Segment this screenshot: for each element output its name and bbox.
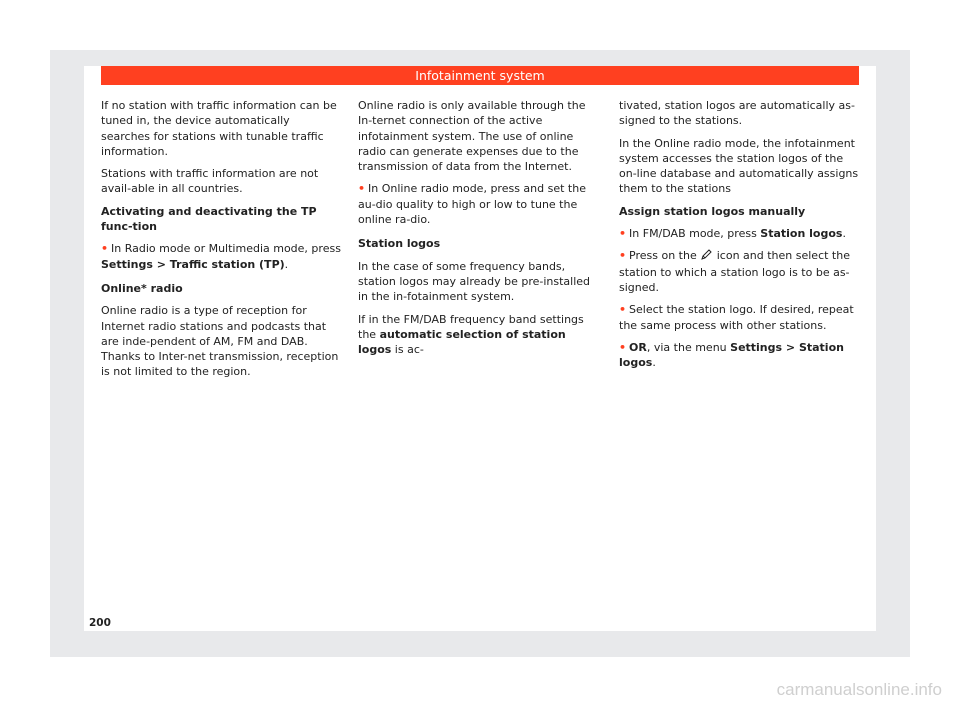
bullet-text: icon and then select the station to which a station logo is to be as-signed. (619, 249, 850, 294)
setting-name: automatic selection of station logos (358, 327, 566, 357)
bullet-icon: • (358, 182, 366, 196)
bullet-icon: • (619, 303, 627, 317)
section-title: Infotainment system (415, 68, 545, 83)
heading-online-radio: Online* radio (101, 281, 183, 295)
column-2 (358, 98, 601, 364)
paragraph: In the case of some frequency bands, station logos may already be pre-installed in the in-fotainment system. (358, 259, 591, 304)
bullet-icon: • (619, 249, 627, 263)
or-keyword: OR (629, 340, 647, 354)
punctuation: . (652, 356, 656, 370)
bullet-text: In Radio mode or Multimedia mode, press (111, 242, 341, 256)
menu-item-name: Station logos (760, 227, 843, 241)
bullet-text: Select the station logo. If desired, repeat the same process with other stations. (619, 303, 854, 332)
column-1 (101, 98, 342, 387)
menu-path: Settings > Station logos (619, 340, 844, 370)
paragraph: tivated, station logos are automatically as-signed to the stations. (619, 99, 855, 128)
bullet-text: Press on the (629, 249, 701, 263)
section-header (101, 66, 859, 85)
paragraph-text-end: is ac- (391, 343, 424, 357)
pencil-icon (701, 249, 712, 264)
menu-path: Settings > Traffic station (TP) (101, 257, 285, 271)
paragraph: Online radio is only available through the In-ternet connection of the active infotainment system. The use of online radio can generate expenses due to the transmission of data from the Internet. (358, 99, 586, 174)
page-number: 200 (89, 617, 111, 629)
watermark: carmanualsonline.info (776, 680, 942, 699)
paragraph (358, 312, 601, 358)
bullet-icon: • (101, 242, 109, 256)
bullet-item (619, 340, 859, 371)
bullet-text: , via the menu (646, 340, 731, 354)
bullet-item (358, 181, 601, 227)
bullet-item (619, 248, 859, 295)
heading-station-logos: Station logos (358, 237, 441, 251)
bullet-item (101, 241, 342, 272)
bullet-text: In Online radio mode, press and set the au-dio quality to high or low to tune the online ra-dio. (358, 182, 586, 227)
punctuation: . (842, 227, 846, 241)
paragraph-text: If in the FM/DAB frequency band settings the (358, 312, 584, 341)
paragraph: If no station with traffic information can be tuned in, the device automatically searches for stations with tunable traffic information. (101, 99, 337, 158)
heading-tp-function: Activating and deactivating the TP func-tion (101, 204, 317, 234)
paragraph: Online radio is a type of reception for Internet radio stations and podcasts that are inde-pendent of AM, FM and DAB. Thanks to Inter-net transmission, reception is not limited to the region. (101, 304, 339, 379)
heading-assign-logos: Assign station logos manually (619, 204, 806, 218)
paragraph: Stations with traffic information are not avail-able in all countries. (101, 167, 319, 196)
bullet-text: In FM/DAB mode, press (629, 227, 761, 241)
paragraph: In the Online radio mode, the infotainment system accesses the station logos of the on-line database and automatically assigns them to the stations (619, 136, 859, 196)
bullet-item (619, 302, 859, 333)
punctuation: . (284, 257, 289, 271)
bullet-icon: • (619, 340, 627, 354)
column-3 (619, 98, 859, 377)
bullet-icon: • (619, 227, 627, 241)
bullet-item (619, 226, 859, 241)
